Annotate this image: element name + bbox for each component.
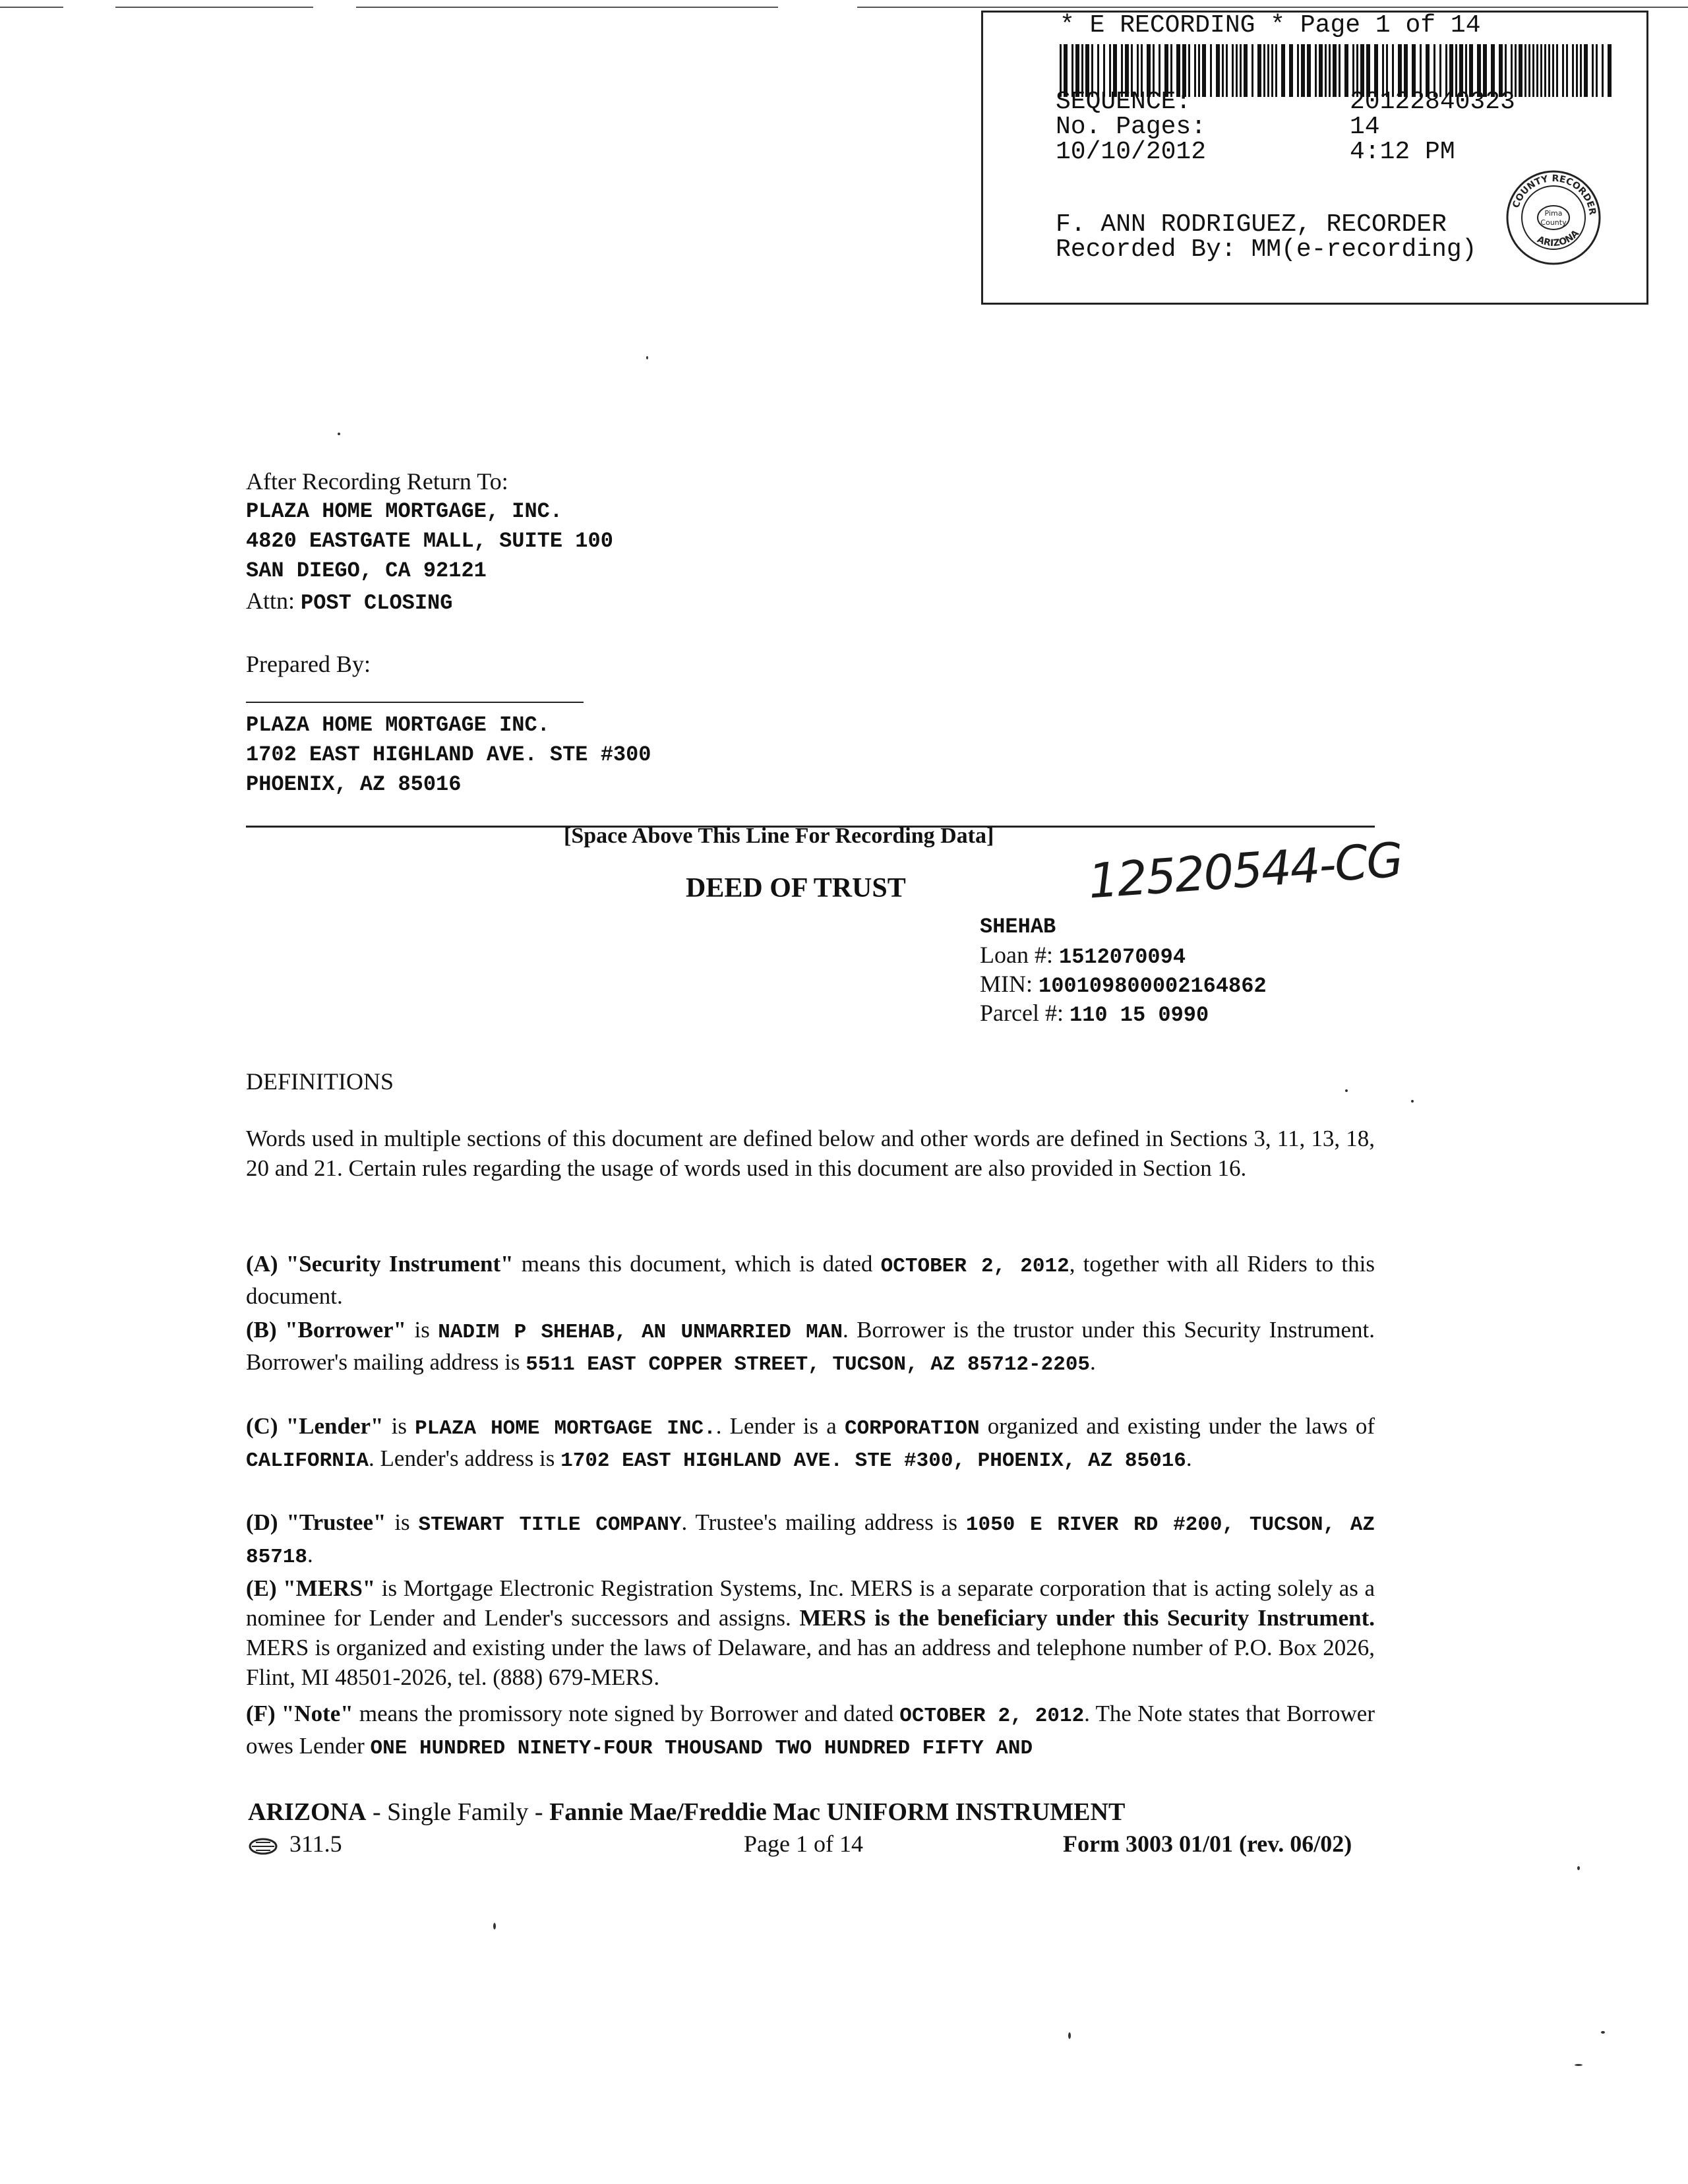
recording-stamp — [981, 11, 1648, 305]
barcode-bar — [1329, 44, 1331, 97]
trustee-name: STEWART TITLE COMPANY — [418, 1513, 682, 1536]
attn-value: POST CLOSING — [301, 591, 453, 615]
barcode-bar — [1325, 44, 1327, 97]
definition-b-text-3: . — [1090, 1349, 1096, 1375]
footer-form-number: Form 3003 01/01 (rev. 06/02) — [1063, 1831, 1352, 1857]
barcode-bar — [1251, 44, 1253, 97]
footer-code — [248, 1829, 342, 1858]
sequence-label: SEQUENCE: — [1056, 88, 1191, 116]
definition-c-text-3: organized and existing under the laws of — [979, 1413, 1375, 1439]
barcode-bar — [1297, 44, 1299, 97]
prepared-by-line-3: PHOENIX, AZ 85016 — [246, 772, 462, 797]
barcode-bar — [1556, 44, 1558, 97]
definition-e-text-2: MERS is organized and existing under the laws of Delaware, and has an address and telephone number of P.O. Box 2026, Flint, MI 48501-2026, tel. (888) 679-MERS. — [246, 1635, 1375, 1690]
barcode-bar — [1528, 44, 1530, 97]
definition-d-text-3: . — [307, 1542, 313, 1567]
lender-type: CORPORATION — [844, 1417, 980, 1440]
definitions-intro: Words used in multiple sections of this document are defined below and other words are defined in Sections 3, 11, 13, 18, 20 and 21. Certain rules regarding the usage of words used in this document are also provided in Section 16. — [246, 1126, 1375, 1181]
lender-name: PLAZA HOME MORTGAGE INC. — [415, 1417, 716, 1440]
definition-c-text-5: . — [1186, 1445, 1192, 1471]
definition-e-label: (E) "MERS" — [246, 1575, 376, 1601]
barcode-bar — [1275, 44, 1277, 97]
barcode-bar — [1519, 44, 1522, 97]
scan-speck — [338, 433, 340, 435]
loan-number-value: 1512070094 — [1058, 945, 1186, 969]
footer-form-title — [248, 1798, 1125, 1827]
note-amount: ONE HUNDRED NINETY-FOUR THOUSAND TWO HUNDRED FIFTY AND — [370, 1737, 1033, 1760]
definition-a-text-2: , together with all Riders to this document. — [246, 1251, 1375, 1309]
definition-c-text: is — [383, 1413, 415, 1439]
borrower-name-short: SHEHAB — [980, 915, 1056, 939]
attn-label: Attn: — [246, 588, 295, 614]
recording-time: 4:12 PM — [1350, 138, 1455, 166]
barcode-bar — [1576, 44, 1578, 97]
barcode-bar — [1532, 44, 1534, 97]
barcode-bar — [1289, 44, 1293, 97]
scan-artifact-line — [0, 7, 63, 8]
loan-number — [980, 940, 1186, 972]
barcode-bar — [1592, 44, 1594, 97]
borrower-name: NADIM P SHEHAB, AN UNMARRIED MAN — [438, 1321, 843, 1344]
note-date: OCTOBER 2, 2012 — [899, 1705, 1085, 1728]
barcode-bar — [1257, 44, 1261, 97]
scan-speck — [1068, 2032, 1071, 2039]
barcode-bar — [1536, 44, 1538, 97]
parcel-label: Parcel #: — [980, 1000, 1064, 1026]
svg-text:Pima: Pima — [1544, 209, 1563, 218]
return-to-line-2: 4820 EASTGATE MALL, SUITE 100 — [246, 529, 613, 553]
barcode-bar — [1566, 44, 1568, 97]
barcode-bar — [1524, 44, 1526, 97]
definition-f-text: means the promissory note signed by Borrower and dated — [353, 1701, 900, 1726]
definition-e-text: is Mortgage Electronic Registration Systems, Inc. MERS is a separate corporation that is acting solely as a nominee for Lender and Lender's successors and assigns. — [246, 1575, 1375, 1631]
svg-text:County: County — [1540, 218, 1567, 227]
sequence-value: 20122840323 — [1350, 88, 1515, 116]
definition-c-text-2: . Lender is a — [715, 1413, 845, 1439]
barcode-bar — [1232, 44, 1234, 97]
definition-e — [246, 1573, 1375, 1692]
definition-c-label: (C) "Lender" — [246, 1413, 384, 1439]
trustee-address: 1050 E RIVER RD #200, TUCSON, AZ 85718 — [246, 1513, 1375, 1569]
return-to-line-1: PLAZA HOME MORTGAGE, INC. — [246, 499, 563, 524]
recorded-by: Recorded By: MM(e-recording) — [1056, 235, 1477, 264]
barcode-bar — [1198, 44, 1200, 97]
loan-number-label: Loan #: — [980, 942, 1053, 968]
footer-page-number: Page 1 of 14 — [744, 1831, 863, 1857]
definition-f-label: (F) "Note" — [246, 1701, 353, 1726]
scan-artifact-line — [857, 7, 1688, 8]
recording-date: 10/10/2012 — [1056, 138, 1207, 166]
barcode-bar — [1552, 44, 1554, 97]
parcel-number — [980, 998, 1209, 1030]
parcel-value: 110 15 0990 — [1069, 1003, 1209, 1027]
barcode-bar — [1194, 44, 1196, 97]
definition-f-text-2: . The Note states that Borrower owes Lender — [246, 1701, 1375, 1759]
definition-b — [246, 1315, 1375, 1380]
mers-beneficiary-statement: MERS is the beneficiary under this Security Instrument. — [799, 1605, 1375, 1631]
barcode-bar — [1271, 44, 1273, 97]
barcode-bar — [1210, 44, 1212, 97]
scan-speck — [1575, 2064, 1582, 2066]
barcode-bar — [1222, 44, 1224, 97]
definition-d-text: is — [386, 1509, 419, 1535]
definition-c — [246, 1411, 1375, 1476]
prepared-by-rule — [246, 702, 584, 703]
definition-b-text-2: . Borrower is the trustor under this Security Instrument. Borrower's mailing address is — [246, 1317, 1375, 1375]
pages-label: No. Pages: — [1056, 113, 1207, 141]
document-title: DEED OF TRUST — [686, 873, 906, 903]
barcode-bar — [1602, 44, 1604, 97]
definition-b-label: (B) "Borrower" — [246, 1317, 407, 1343]
barcode-bar — [1244, 44, 1248, 97]
definition-a-text: means this document, which is dated — [513, 1251, 881, 1277]
scan-speck — [493, 1923, 496, 1929]
return-to-label: After Recording Return To: — [246, 468, 508, 495]
pages-value: 14 — [1350, 113, 1380, 141]
svg-text:ARIZONA: ARIZONA — [1535, 228, 1582, 249]
barcode-bar — [1263, 44, 1265, 97]
space-above-line-label: [Space Above This Line For Recording Data] — [564, 824, 994, 848]
definition-d-label: (D) "Trustee" — [246, 1509, 386, 1535]
scan-artifact-line — [115, 7, 313, 8]
stamp-header: * E RECORDING * Page 1 of 14 — [1060, 11, 1481, 40]
svg-text:COUNTY RECORDER: COUNTY RECORDER — [1511, 173, 1598, 216]
barcode-bar — [1580, 44, 1582, 97]
handwritten-note: 12520544-CG — [1086, 832, 1404, 909]
barcode-bar — [1339, 44, 1341, 97]
barcode-bar — [1267, 44, 1269, 97]
definition-c-text-4: . Lender's address is — [369, 1445, 561, 1471]
min-value: 100109800002164862 — [1039, 974, 1267, 998]
barcode-bar — [1281, 44, 1285, 97]
definition-f — [246, 1699, 1375, 1763]
min-label: MIN: — [980, 971, 1033, 997]
barcode-bar — [1226, 44, 1228, 97]
footer-desc-2: Fannie Mae/Freddie Mac UNIFORM INSTRUMENT — [549, 1798, 1126, 1826]
footer-code-value: 311.5 — [289, 1831, 342, 1857]
form-vendor-logo-icon — [248, 1837, 278, 1856]
barcode-bar — [1596, 44, 1598, 97]
definition-a-date: OCTOBER 2, 2012 — [880, 1255, 1070, 1278]
barcode-bar — [1344, 44, 1348, 97]
scan-speck — [646, 356, 648, 359]
barcode-bar — [1540, 44, 1542, 97]
definition-b-text: is — [406, 1317, 438, 1343]
barcode-bar — [1584, 44, 1588, 97]
barcode-bar — [1572, 44, 1574, 97]
definition-a — [246, 1249, 1375, 1311]
barcode-bar — [1315, 44, 1317, 97]
barcode-bar — [1202, 44, 1206, 97]
barcode-bar — [1240, 44, 1242, 97]
definition-d — [246, 1507, 1375, 1572]
footer-state: ARIZONA — [248, 1798, 367, 1826]
scan-speck — [1411, 1100, 1414, 1103]
prepared-by-line-1: PLAZA HOME MORTGAGE INC. — [246, 713, 550, 737]
barcode-bar — [1562, 44, 1564, 97]
scan-speck — [1345, 1089, 1348, 1092]
barcode-bar — [1608, 44, 1612, 97]
barcode-bar — [1319, 44, 1323, 97]
borrower-address: 5511 EAST COPPER STREET, TUCSON, AZ 85712-2205 — [526, 1353, 1091, 1376]
scan-artifact-line — [356, 7, 778, 8]
recorder-name: F. ANN RODRIGUEZ, RECORDER — [1056, 210, 1447, 239]
county-seal-icon — [1504, 168, 1603, 267]
definitions-heading: DEFINITIONS — [246, 1068, 394, 1095]
scan-speck — [1601, 2031, 1605, 2034]
definition-a-label: (A) "Security Instrument" — [246, 1251, 514, 1277]
footer-desc-1: - Single Family - — [366, 1798, 550, 1826]
min-number — [980, 969, 1267, 1001]
return-to-attn — [246, 586, 452, 618]
prepared-by-line-2: 1702 EAST HIGHLAND AVE. STE #300 — [246, 743, 651, 767]
barcode-bar — [1544, 44, 1546, 97]
definition-d-text-2: . Trustee's mailing address is — [681, 1509, 966, 1535]
return-to-line-3: SAN DIEGO, CA 92121 — [246, 559, 487, 583]
barcode-bar — [1307, 44, 1311, 97]
scan-speck — [1577, 1866, 1580, 1870]
barcode-bar — [1216, 44, 1220, 97]
lender-state: CALIFORNIA — [246, 1449, 369, 1472]
barcode-bar — [1236, 44, 1238, 97]
barcode-bar — [1333, 44, 1337, 97]
barcode-bar — [1548, 44, 1550, 97]
barcode-bar — [1301, 44, 1305, 97]
prepared-by-label: Prepared By: — [246, 651, 371, 677]
lender-address: 1702 EAST HIGHLAND AVE. STE #300, PHOENIX, AZ 85016 — [560, 1449, 1186, 1472]
